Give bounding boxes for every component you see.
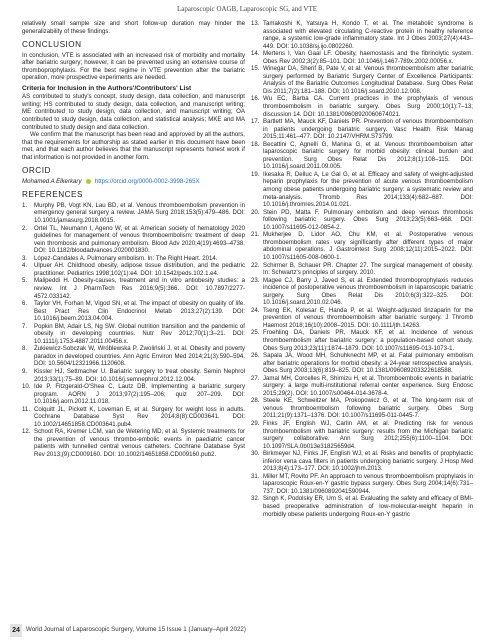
reference-number: 26. (251, 352, 260, 360)
reference-number: 22. (251, 261, 260, 269)
reference-text: Kissler HJ, Settmacher U. Bariatric surgery to treat obesity. Semin Nephrol 2013;33(1):75–89. DOI: 10.1016/j.semnephrol.2012.12.004. (34, 367, 245, 383)
references-list-left (22, 202, 245, 459)
reference-number: 16. (251, 95, 260, 103)
reference-item (22, 202, 245, 225)
reference-item (22, 383, 245, 406)
reference-item (251, 473, 473, 496)
reference-item (251, 329, 473, 352)
reference-item (251, 277, 473, 307)
reference-number: 7. (22, 322, 28, 330)
reference-number: 2. (22, 224, 28, 232)
reference-text: Żukiewicz-Sobczak W, Wróblewska P, Zwoliński J, et al. Obesity and poverty paradox in developed countries. Ann Agric Environ Med 2014;21(3):590–594. DOI: 10.5604/12321966.1120608. (34, 345, 245, 368)
criteria-heading: Criteria for Inclusion in the Authors'/Contributors' List (22, 84, 192, 92)
reference-text: Wu EC, Barba CA. Current practices in the prophylaxis of venous thromboembolism in bariatric surgery. Obes Surg 2000;10(1):7–13; discussion 14. DOI: 10.1381/09608920060674021. (263, 95, 473, 118)
reference-number: 18. (251, 140, 260, 148)
reference-text: Tamakoshi K, Yatsuya H, Kondo T, et al. The metabolic syndrome is associated with elevated circulating C-reactive protein in healthy reference range, a systemic low-grade inflammatory state. Int J Obes 2003;27(4):443–449. DOI: 10.1038/sj.ijo.0802260. (263, 20, 473, 50)
reference-number: 6. (22, 300, 28, 308)
intro-paragraph: relatively small sample size and short follow-up duration may hinder the generalizability of these findings. (22, 20, 245, 35)
reference-item (251, 171, 473, 209)
orcid-link[interactable]: https://orcid.org/0000-0002-3998-265X (94, 177, 200, 185)
reference-item (251, 352, 473, 375)
reference-item (22, 262, 245, 277)
reference-number: 24. (251, 306, 260, 314)
reference-number: 12. (22, 428, 31, 436)
reference-item (251, 209, 473, 232)
reference-text: Birkmeyer NJ, Finks JF, English WJ, et al. Risks and benefits of prophylactic inferior vena cava filters in patients undergoing bariatric surgery. J Hosp Med 2013;8(4):173–177. DOI: 10.1002/jhm.2013. (263, 450, 473, 473)
conclusion-heading: CONCLUSION (22, 40, 82, 50)
references-heading: REFERENCES (22, 190, 83, 200)
footer (0, 624, 494, 640)
reference-number: 25. (251, 329, 260, 337)
reference-text: Mertens I, Van Gaal LF. Obesity, haemostasis and the fibrinolytic system. Obes Rev 2002;3(2):85–101. DOI: 10.1046/j.1467-789x.2002.00056.x. (263, 50, 473, 65)
conclusion-text: In conclusion, VTE is associated with an increased risk of morbidity and mortality after bariatric surgery; however, it can be prevented using an extensive course of thromboprophylaxis. For the best regime in VTE prevention after the bariatric operation, more prospective experiments are needed. (22, 51, 245, 82)
reference-number: 8. (22, 345, 28, 353)
reference-text: Steele KE, Schweitzer MA, Prokopowicz G, et al. The long-term risk of venous thromboembolism following bariatric surgery. Obes Surg 2011;21(9):1371–1376. DOI: 10.1007/s11695-011-0445-7. (263, 397, 473, 420)
running-head: Laparoscopic OAGB, Laparoscopic SG, and VTE (176, 5, 318, 13)
reference-number: 15. (251, 65, 260, 73)
reference-number: 21. (251, 231, 260, 239)
reference-item (22, 255, 245, 263)
reference-number: 20. (251, 208, 260, 216)
reference-text: Miller MT, Rovito PF. An approach to venous thromboembolism prophylaxis in laparoscopic Roux-en-Y gastric bypass surgery. Obes Surg 2004;14(6):731–737. DOI: 10.1381/0960892041590944. (263, 472, 473, 495)
reference-number: 5. (22, 277, 28, 285)
reference-item (22, 428, 245, 458)
reference-number: 31. (251, 472, 260, 480)
reference-item (251, 262, 473, 277)
reference-number: 27. (251, 374, 260, 382)
orcid-author-name: Mohamed A Elkerkary (22, 177, 82, 185)
reference-text: Tseng EK, Kolesar E, Handa P, et al. Weight-adjusted tinzaparin for the prevention of venous thromboembolism after bariatric surgery. J Thromb Haemost 2018;16(10):2008–2015. DOI: 10.1111/jth.14263. (263, 306, 473, 329)
reference-number: 4. (22, 262, 28, 270)
orcid-icon (86, 179, 91, 184)
reference-text: Froehling DA, Daniels PR, Mauck KF, et al. Incidence of venous thromboembolism after bariatric surgery: a population-based cohort study. Obes Surg 2013;23(11):1874–1879. DOI: 10.1007/s11695-013-1073-1. (263, 329, 473, 352)
reference-text: Ortel TL, Neumann I, Ageno W, et al. American society of hematology 2020 guidelines for management of venous thromboembolism: treatment of deep vein thrombosis and pulmonary embolism. Blood Adv 2020;4(19):4693–4738. DOI: 10.1182/bloodadvances.2020001830. (34, 224, 245, 255)
reference-text: Finks JF, English WJ, Carlin AM, et al. Predicting risk for venous thromboembolism with bariatric surgery: results from the Michigan bariatric surgery collaborative. Ann Surg 2012;255(6):1100–1104. DOI: 10.1097/SLA.0b013e31825659d4. (263, 419, 473, 450)
reference-text: Stein PD, Matta F. Pulmonary embolism and deep venous thrombosis following bariatric surgery. Obes Surg 2013;23(5):663–668. DOI: 10.1007/s11695-012-0854-2. (263, 208, 473, 231)
reference-number: 30. (251, 450, 260, 458)
reference-text: Schirmer B, Schauer PR. Chapter 27. The surgical management of obesity. In: Schwartz's principles of surgery. 2010. (263, 261, 473, 277)
reference-item (22, 368, 245, 383)
reference-text: López-Candales A. Pulmonary embolism. In: The Right Heart. 2014. (34, 254, 218, 262)
reference-item (251, 118, 473, 141)
criteria-text-1: AS contributed to study's concept, study design, data collection, and manuscript writing; HS contributed to study design, data collection, and manuscript writing; ME contributed to study design, data collection, and manuscript writing; OA contributed to study design, data collection, and statistical analysis; MKE and MA contributed to study design and data collection. (22, 93, 245, 131)
reference-item (251, 450, 473, 473)
reference-item (251, 375, 473, 398)
reference-item (251, 20, 473, 50)
criteria-text-2: We confirm that the manuscript has been read and approved by all the authors, that the requirements for authorship as stated earlier in this document have been met, and that each author believes that the manuscript represents honest work if that information is not provided in another form. (22, 131, 245, 161)
reference-number: 32. (251, 495, 260, 503)
reference-text: Malipeddi H. Obesity-causes, treatment and in vitro antiobesity studies: a review. Int J PharmTech Res 2016;9(5):366. DOI: 10.7897/2277-4572.033142. (34, 277, 245, 300)
reference-item (22, 345, 245, 368)
reference-number: 10. (22, 383, 31, 391)
reference-text: Mukherjee D, Lidor AO, Chu KM, et al. Postoperative venous thromboembolism rates vary significantly after different types of major abdominal operations. J Gastrointest Surg 2008;12(11):2015–2022. DOI: 10.1007/s11605-008-0600-1. (263, 231, 473, 261)
left-column (22, 20, 245, 459)
reference-number: 1. (22, 201, 28, 209)
reference-number: 11. (22, 405, 31, 413)
reference-text: Murphy PB, Vogt KN, Lau BD, et al. Venous thromboembolism prevention in emergency general surgery a review. JAMA Surg 2018;153(5):479–486. DOI: 10.1001/jamasurg.2018.0015. (34, 201, 245, 225)
reference-text: Jamal MH, Corcelles R, Shimizu H, et al. Thromboembolic events in bariatric surgery: a large multi-institutional referral center experience. Surg Endosc 2015;29(2). DOI: 10.1007/s00464-014-3678-4. (263, 374, 473, 397)
reference-text: Magee CJ, Barry J, Javed S, et al. Extended thromboprophylaxis reduces incidence of postoperative venous thromboembolism in laparoscopic bariatric surgery. Surg Obes Relat Dis 2010;6(3):322–325. DOI: 10.1016/j.soard.2010.02.046. (263, 276, 473, 307)
reference-text: Winegar DA, Sherif B, Pate V, et al. Venous thromboembolism after bariatric surgery performed by Bariatric Surgery Center of Excellence Participants: Analysis of the Bariatric Outcomes Longitudinal Database. Surg Obes Relat Dis 2011;7(2):181–188. DOI: 10.1016/j.soard.2010.12.008. (263, 65, 473, 95)
reference-number: 17. (251, 118, 260, 126)
reference-number: 13. (251, 20, 260, 27)
reference-number: 28. (251, 397, 260, 405)
reference-text: Becattini C, Agnelli G, Manina G, et al. Venous thromboembolism after laparoscopic bariatric surgery for morbid obesity: clinical burden and prevention. Surg Obes Relat Dis 2012;8(1):108–115. DOI: 10.1016/j.soard.2011.09.005. (263, 140, 473, 171)
reference-text: Ikesaka R, Delluc A, Le Gal G, et al. Efficacy and safety of weight-adjusted heparin prophylaxis for the prevention of acute venous thromboembolism among obese patients undergoing bariatric surgery: a systematic review and meta-analysis. Thromb Res 2014;133(4):682–687. DOI: 10.1016/j.thromres.2014.01.021. (263, 170, 473, 209)
reference-text: Ulpuer AH. Childhood obesity, adipose tissue distribution, and the pediatric practitioner. Pediatrics 1998;102(1):e4. DOI: 10.1542/peds.102.1.e4. (34, 262, 245, 277)
orcid-heading: ORCID (22, 166, 51, 176)
reference-number: 29. (251, 419, 260, 427)
reference-item (251, 307, 473, 330)
reference-number: 3. (22, 254, 28, 262)
right-column (251, 20, 473, 518)
reference-text: Sapala JA, Wood MH, Schuhknecht MP, et al. Fatal pulmonary embolism after bariatric operations for morbid obesity: a 24-year retrospective analysis. Obes Surg 2003;13(6):819–825. DOI: 10.1381/096089203322618588. (263, 352, 473, 375)
reference-text: Bartlett MA, Mauck KF, Daniels PR. Prevention of venous thromboembolism in patients undergoing bariatric surgery. Vasc Health Risk Manag 2015;11:461–477. DOI: 10.2147/VHRM.S73799. (263, 118, 473, 141)
reference-item (22, 323, 245, 346)
page-number: 24 (10, 624, 22, 637)
journal-citation: World Journal of Laparoscopic Surgery, Volume 15 Issue 1 (January–April 2022) (26, 626, 246, 633)
reference-item (251, 420, 473, 450)
references-list-right (251, 20, 473, 518)
reference-item (251, 141, 473, 171)
reference-item (251, 50, 473, 65)
reference-number: 23. (251, 276, 260, 284)
reference-text: Schoot RA, Kremer LCM, van de Wetering MD, et al. Systemic treatments for the prevention of venous thrombo-embolic events in paediatric cancer patients with tunnelled central venous catheters. Cochrane Database Syst Rev 2013;(9):CD009160. DOI: 10.1002/14651858.CD009160.pub2. (34, 428, 245, 458)
reference-number: 9. (22, 367, 28, 375)
reference-item (251, 397, 473, 420)
reference-item (251, 231, 473, 261)
reference-item (22, 300, 245, 323)
reference-item (251, 495, 473, 518)
reference-text: Ide P, Fitzgerald-O'Shea C, Lautz DB. Implementing a bariatric surgery program. AORN J 2013;97(2):195–206; quiz 207–209. DOI: 10.1016/j.aorn.2012.11.018. (34, 383, 245, 406)
reference-text: Colquitt JL, Pickett K, Loveman E, et al. Surgery for weight loss in adults. Cochrane Database Syst Rev 2014;8(8):CD003641. DOI: 10.1002/14651858.CD003641.pub4. (34, 405, 245, 428)
reference-item (22, 406, 245, 429)
reference-number: 19. (251, 170, 260, 178)
reference-item (22, 277, 245, 300)
reference-item (22, 225, 245, 255)
orcid-entry (22, 178, 245, 186)
reference-item (251, 95, 473, 118)
reference-text: Singh K, Podolsky ER, Um S, et al. Evaluating the safety and efficacy of BMI-based preoperative administration of low-molecular-weight heparin in morbidly obese patients undergoing Roux-en-Y gastric (263, 495, 473, 518)
reference-item (251, 65, 473, 95)
reference-text: Taylor VH, Forhan M, Vigod SN, et al. The impact of obesity on quality of life. Best Pract Res Clin Endocrinol Metab 2013;27(2):139. DOI: 10.1016/j.beem.2013.04.004. (34, 300, 245, 323)
reference-text: Popkin BM, Adair LS, Ng SW. Global nutrition transition and the pandemic of obesity in developing countries. Nutr Rev 2012;70(1):3–21. DOI: 10.1111/j.1753-4887.2011.00456.x. (34, 322, 245, 345)
reference-number: 14. (251, 50, 260, 58)
